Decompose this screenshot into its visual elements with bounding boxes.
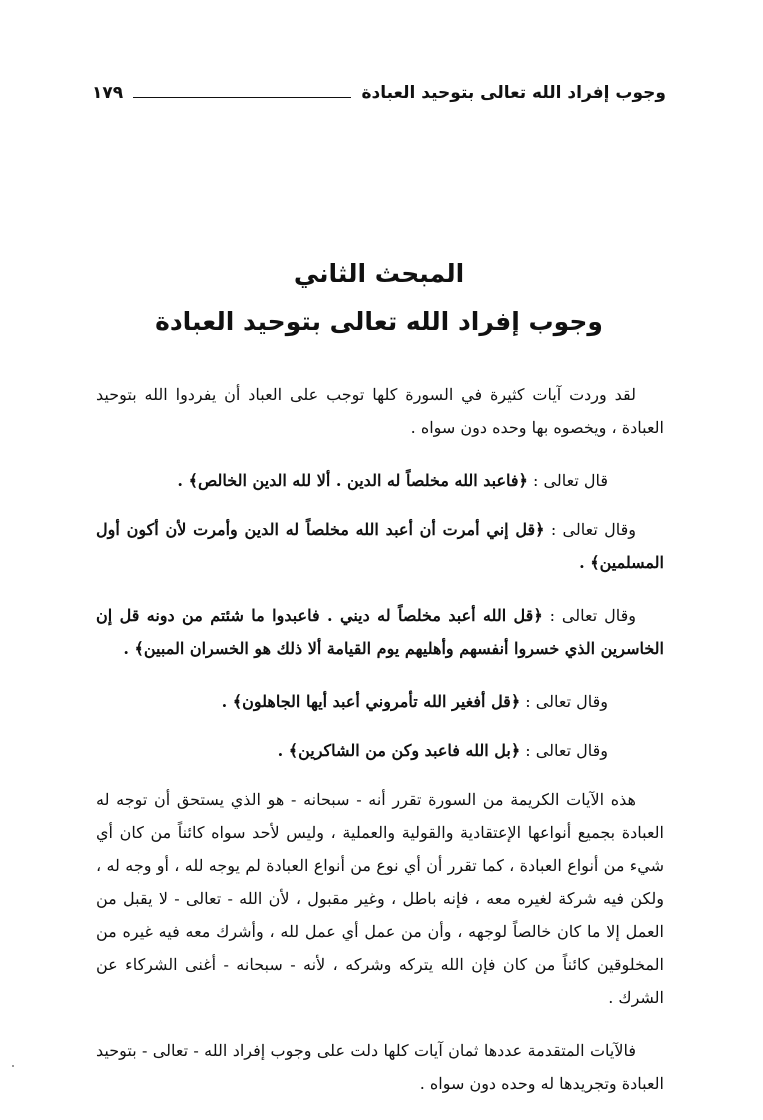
verse-lead: وقال تعالى : — [550, 520, 636, 539]
section-subtitle: وجوب إفراد الله تعالى بتوحيد العبادة — [155, 307, 603, 336]
conclusion-paragraph: فالآيات المتقدمة عددها ثمان آيات كلها دلت على وجوب إفراد الله - تعالى - بتوحيد العبادة وتجريدها له وحده دون سواه . — [96, 1041, 664, 1093]
body-text — [96, 378, 664, 1120]
intro-paragraph: لقد وردت آيات كثيرة في السورة كلها توجب على العباد أن يفردوا الله بتوحيد العبادة ، ويخصوه بها وحده دون سواه . — [96, 385, 664, 437]
quran-verse: ﴿قل الله أعبد مخلصاً له ديني . فاعبدوا ما شئتم من دونه قل إن الخاسرين الذي خسروا أنفسهم وأهليهم يوم القيامة ألا ذلك هو الخسران المبين﴾ . — [96, 606, 664, 658]
scan-speck — [12, 1065, 14, 1067]
page-number: ١٧٩ — [92, 83, 124, 103]
verse-lead: وقال تعالى : — [525, 741, 608, 760]
section-title: المبحث الثاني — [293, 259, 465, 288]
quran-verse: ﴿فاعبد الله مخلصاً له الدين . ألا لله الدين الخالص﴾ . — [177, 471, 528, 490]
verse-paragraph-2 — [96, 513, 664, 579]
quran-verse: ﴿بل الله فاعبد وكن من الشاكرين﴾ . — [277, 741, 521, 760]
verse-paragraph-1 — [96, 464, 664, 497]
running-title: وجوب إفراد الله تعالى بتوحيد العبادة — [361, 83, 666, 103]
verse-lead: وقال تعالى : — [525, 692, 608, 711]
verse-paragraph-3 — [96, 599, 664, 665]
verse-paragraph-4 — [96, 685, 664, 718]
quran-verse: ﴿قل أفغير الله تأمروني أعبد أيها الجاهلون﴾ . — [221, 692, 521, 711]
section-heading — [92, 250, 666, 346]
explanation-paragraph: هذه الآيات الكريمة من السورة تقرر أنه - سبحانه - هو الذي يستحق أن توجه له العبادة بجميع أنواعها الإعتقادية والقولية والعملية ، وليس لأحد سواه كائناً من كان أي شيء من أنواع العبادة ، كما تقرر أن أي نوع من أنواع العبادة لم يوجه لله ، أو وجه له ، ولكن فيه شركة لغيره معه ، فإنه باطل ، وغير مقبول ، لأن الله - تعالى - لا يقبل من العمل إلا ما كان خالصاً لوجهه ، وأن من عمل أي عمل لله ، وأشرك معه فيه غيره من المخلوقين كائناً من كان فإن الله يتركه وشركه ، لأنه - سبحانه - أغنى الشركاء عن الشرك . — [96, 790, 665, 1007]
quran-verse: ﴿قل إني أمرت أن أعبد الله مخلصاً له الدين وأمرت لأن أكون أول المسلمين﴾ . — [96, 520, 664, 572]
verse-paragraph-5 — [96, 734, 664, 767]
header-rule — [133, 97, 351, 98]
verse-lead: قال تعالى : — [533, 471, 608, 490]
verse-lead: وقال تعالى : — [549, 606, 636, 625]
running-header — [92, 78, 666, 108]
